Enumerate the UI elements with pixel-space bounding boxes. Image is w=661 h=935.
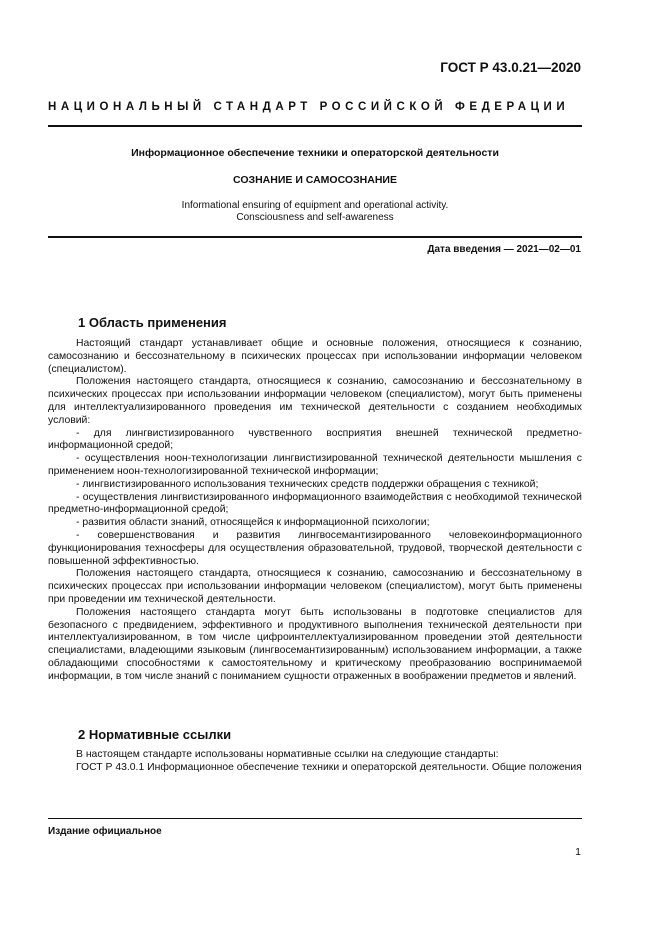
- list-item: - совершенствования и развития лингвосемантизированного человекоинформационного функционирования техносферы для осуществления образовательной, трудовой, творческой деятельности с повышенной эффективностью.: [48, 529, 582, 567]
- national-standard-banner: НАЦИОНАЛЬНЫЙ СТАНДАРТ РОССИЙСКОЙ ФЕДЕРАЦИИ: [48, 101, 570, 113]
- english-title-line-1: Informational ensuring of equipment and operational activity.: [181, 200, 449, 211]
- paragraph: Положения настоящего стандарта могут быть использованы в подготовке специалистов для безопасного с предвидением, эффективного и продуктивного выполнения технической деятельности при интеллектуализированном, в том числе цифроинтеллектуализированном проведении этой деятельности специалистами, владеющими языковым (лингвосемантизированным) использованием информации, а также обладающими способностями к самостоятельному и критическому преобразованию воспринимаемой информации, в том числе знаний с пониманием сущности отраженных в воображении предметов и явлений.: [48, 606, 582, 682]
- list-item: - развития области знаний, относящейся к информационной психологии;: [76, 517, 430, 529]
- list-item: - осуществления ноон-технологизации лингвистизированной технической деятельности мышления с применением ноон-технологизированной технической информации;: [48, 453, 582, 477]
- list-item: - осуществления лингвистизированного информационного взаимодействия с необходимой технической предметно-информационной средой;: [48, 491, 582, 516]
- paragraph: Положения настоящего стандарта, относящиеся к сознанию, самосознанию и бессознательному в психических процессах при использовании информации человеком (специалистом), могут быть применены для интеллектуализированного проведения им технической деятельности с созданием необходимых условий:: [48, 376, 582, 426]
- top-divider: [48, 125, 582, 127]
- title-divider: [48, 236, 582, 238]
- footer-divider: [48, 818, 582, 819]
- paragraph: Настоящий стандарт устанавливает общие и основные положения, относящиеся к сознанию, самосознанию и бессознательному в психических процессах при использовании информации человеком (специалистом).: [48, 338, 582, 375]
- reference-item: ГОСТ Р 43.0.1 Информационное обеспечение техники и операторской деятельности. Общие положения: [76, 761, 582, 773]
- section-2-body: [48, 749, 582, 775]
- standard-series-title: Информационное обеспечение техники и операторской деятельности: [131, 147, 499, 159]
- introduction-date: Дата введения — 2021—02—01: [427, 244, 581, 255]
- list-item: - для лингвистизированного чувственного восприятия внешней технической предметно-информационной средой;: [48, 427, 582, 452]
- section-1-heading: 1 Область применения: [78, 315, 227, 330]
- section-2-heading: 2 Нормативные ссылки: [78, 727, 232, 742]
- page-number: 1: [575, 846, 581, 858]
- document-code: ГОСТ Р 43.0.21—2020: [440, 60, 581, 75]
- paragraph: Положения настоящего стандарта, относящиеся к сознанию, самосознанию и бессознательному в психических процессах при использовании информации человеком (специалистом), могут быть применены при проведении им технической деятельности.: [48, 568, 582, 605]
- section-1-body: [48, 338, 582, 684]
- edition-label: Издание официальное: [48, 826, 162, 837]
- list-item: - лингвистизированного использования технических средств поддержки обращения с техникой;: [76, 478, 539, 490]
- standard-main-title: СОЗНАНИЕ И САМОСОЗНАНИЕ: [233, 174, 397, 186]
- english-title-line-2: Consciousness and self-awareness: [236, 212, 394, 223]
- paragraph: В настоящем стандарте использованы нормативные ссылки на следующие стандарты:: [76, 749, 499, 760]
